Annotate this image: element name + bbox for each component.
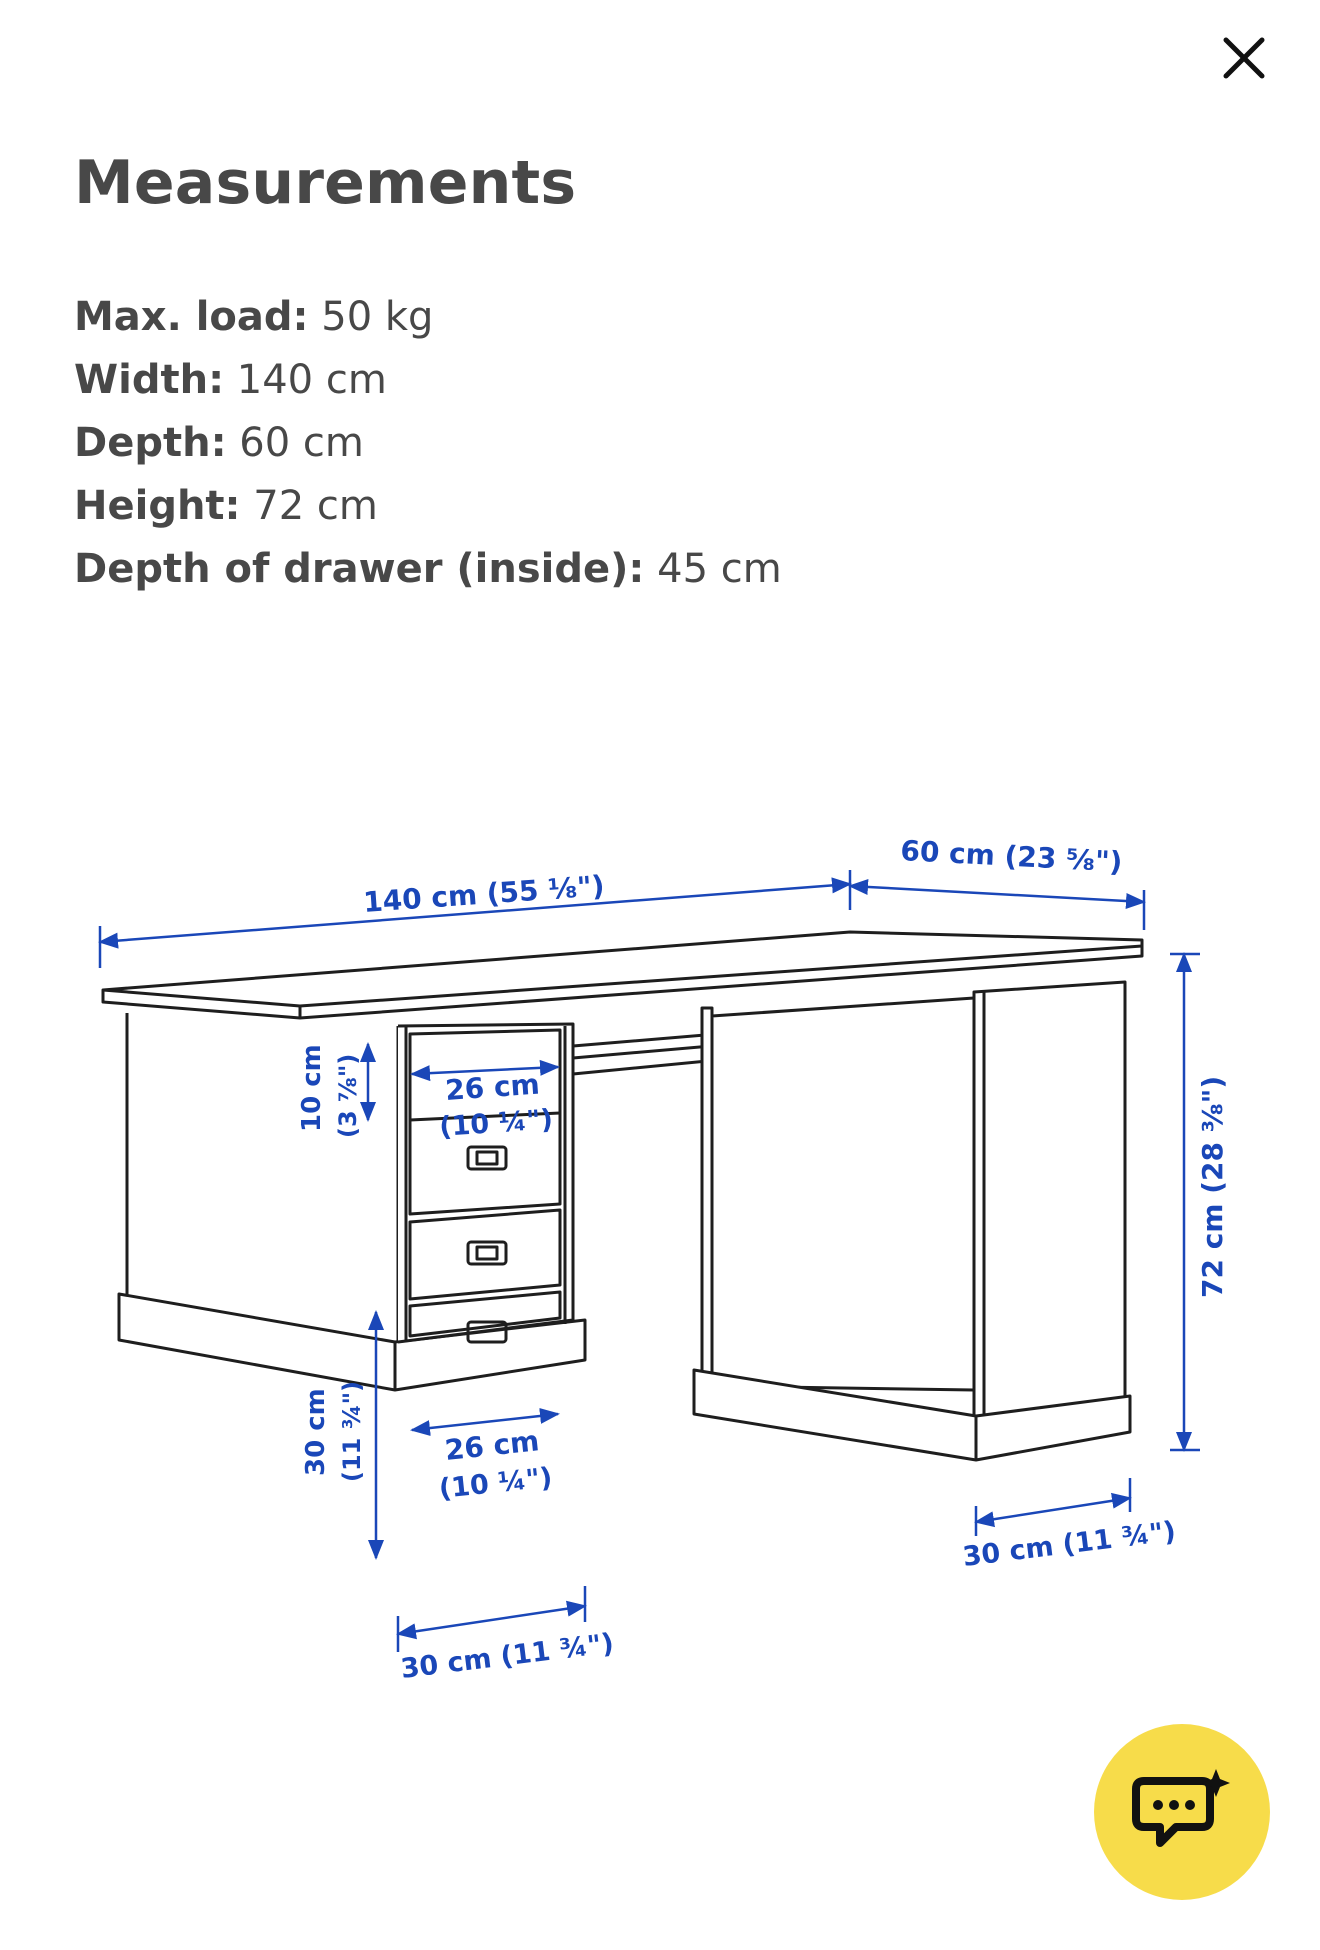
spec-width	[74, 349, 782, 412]
spec-list	[74, 286, 782, 601]
chat-assistant-button[interactable]	[1094, 1724, 1270, 1900]
top-drawer-width-cm-label: 26 cm	[444, 1067, 541, 1107]
spec-label: Max. load:	[74, 294, 309, 340]
spec-label: Depth:	[74, 420, 227, 466]
spec-label: Depth of drawer (inside):	[74, 546, 645, 592]
left-depth-dimension-label: 30 cm (11 ¾")	[399, 1628, 616, 1685]
spec-depth	[74, 412, 782, 475]
close-icon	[1221, 35, 1267, 81]
bottom-drawer-height-cm-label: 30 cm	[301, 1388, 331, 1476]
spec-value: 45 cm	[644, 546, 782, 592]
bottom-drawer-height-in-label: (11 ¾")	[338, 1380, 366, 1482]
depth-dimension-label: 60 cm (23 ⅝")	[899, 834, 1124, 879]
close-button[interactable]	[1212, 26, 1276, 90]
spec-value: 72 cm	[240, 483, 378, 529]
spec-value: 60 cm	[226, 420, 364, 466]
spec-drawer-depth	[74, 538, 782, 601]
desk-illustration	[103, 932, 1142, 1460]
top-drawer-width-in-label: (10 ¼")	[438, 1104, 554, 1143]
spec-value: 50 kg	[308, 294, 434, 340]
height-dimension-label: 72 cm (28 ⅜")	[1196, 1075, 1229, 1298]
right-depth-dimension-label: 30 cm (11 ¾")	[961, 1516, 1178, 1573]
spec-label: Height:	[74, 483, 241, 529]
page-title: Measurements	[74, 148, 577, 218]
spec-max-load	[74, 286, 782, 349]
spec-value: 140 cm	[224, 357, 387, 403]
spec-label: Width:	[74, 357, 225, 403]
chat-assistant-icon	[1132, 1767, 1232, 1857]
width-dimension-label: 140 cm (55 ⅛")	[362, 869, 606, 919]
bottom-drawer-width-cm-label: 26 cm	[443, 1424, 541, 1467]
top-drawer-height-cm-label: 10 cm	[297, 1044, 327, 1132]
desk-dimension-diagram	[80, 830, 1280, 1700]
top-drawer-height-in-label: (3 ⅞")	[334, 1053, 362, 1138]
bottom-drawer-width-in-label: (10 ¼")	[437, 1462, 554, 1505]
spec-height	[74, 475, 782, 538]
